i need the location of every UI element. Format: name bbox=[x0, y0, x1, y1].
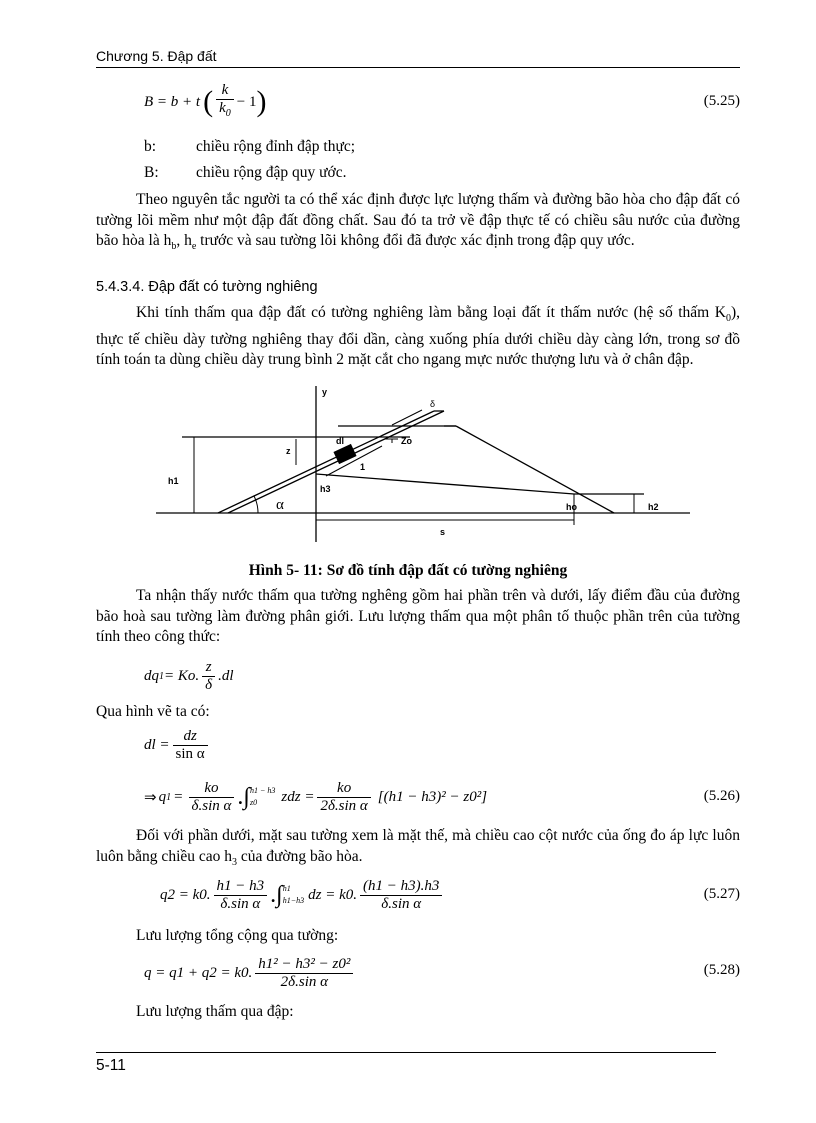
label-zo: Zo bbox=[401, 436, 412, 446]
figure-caption: Hình 5- 11: Sơ đồ tính đập đất có tường nghiêng bbox=[248, 562, 568, 579]
label-alpha: α bbox=[276, 497, 284, 513]
label-h3: h3 bbox=[320, 484, 331, 494]
page-number: 5-11 bbox=[96, 1057, 126, 1074]
label-h2: h2 bbox=[648, 502, 659, 512]
eq-525-tail: − 1 bbox=[236, 93, 257, 110]
eq-525-fraction bbox=[216, 82, 234, 122]
label-h0: ho bbox=[566, 502, 577, 512]
paragraph-7: Lưu lượng thấm qua đập: bbox=[136, 1003, 294, 1020]
label-z: z bbox=[286, 446, 291, 456]
eq-525-num: k bbox=[216, 82, 234, 100]
paragraph-6: Lưu lượng tổng cộng qua tường: bbox=[136, 927, 339, 944]
paragraph-1: Theo nguyên tắc người ta có thể xác định được lực lượng thấm và đường bão hòa cho đập đất có tường lõi mềm như một đập đất đồng chất. Sau đó ta trở về đập thực tế có chiều sâu nước của đường bão hòa là $h_b$, $h_e$ trước và sau tường lõi không đổi đã được xác định trong đập quy ước. bbox=[96, 191, 740, 253]
eq-525-paren-open: ( bbox=[203, 85, 214, 118]
eq-528-number: (5.28) bbox=[703, 962, 740, 978]
paragraph-2: Khi tính thấm qua đập đất có tường nghiêng làm bằng loại đất ít thấm nước (hệ số thấm $K_0$), thực tế chiều dày tường nghiêng thay đổi dần, càng xuống phía dưới chiều dày càng lớn, trong sơ đồ tính toán ta dùng chiều dày trung bình 2 mặt cắt cho ngang mực nước thượng lưu và ở chân đập. bbox=[96, 304, 740, 369]
paragraph-3: Ta nhận thấy nước thấm qua tường nghêng gồm hai phần trên và dưới, lấy điểm đầu của đường bão hoà sau tường làm đường phân giới. Lưu lượng thấm qua một phân tố thuộc phần trên của tường tính theo công thức: bbox=[96, 587, 740, 645]
eq-527-number: (5.27) bbox=[703, 886, 740, 902]
section-heading: 5.4.3.4. Đập đất có tường nghiêng bbox=[96, 279, 318, 295]
label-h1: h1 bbox=[168, 476, 179, 486]
downstream-slope bbox=[456, 426, 614, 513]
label-dl: dl bbox=[336, 436, 344, 446]
delta-line bbox=[392, 410, 422, 425]
phreatic-line bbox=[316, 474, 574, 494]
paragraph-4: Qua hình vẽ ta có: bbox=[96, 703, 210, 720]
equation-5-28: q = q1 + q2 = k0. $\frac{\text{h1² − h3² − z0²}}{\text{2δ.sin α}}$ bbox=[144, 950, 356, 996]
label-y: y bbox=[322, 387, 328, 397]
dam-diagram bbox=[150, 380, 700, 545]
eq-526-number: (5.26) bbox=[703, 788, 740, 804]
def-B-text: chiều rộng đập quy ước. bbox=[196, 164, 347, 181]
equation-dq1: dq 1 = Ko. $\frac{z}{\delta}$ .dl bbox=[144, 658, 234, 693]
equation-dl: dl = $\frac{dz}{\text{sin α}}$ bbox=[144, 724, 211, 766]
footer-rule bbox=[96, 1052, 716, 1053]
label-one: 1 bbox=[360, 462, 366, 472]
def-b-text: chiều rộng đỉnh đập thực; bbox=[196, 138, 356, 155]
eq-525-number: (5.25) bbox=[703, 93, 740, 109]
def-B-symbol: B: bbox=[144, 164, 159, 181]
eq-525-den: $k_0$ bbox=[219, 100, 231, 119]
wall-element-dl bbox=[334, 445, 355, 463]
def-b-symbol: b: bbox=[144, 138, 157, 155]
eq-525-paren-close: ) bbox=[256, 85, 267, 118]
paragraph-5: Đối với phần dưới, mặt sau tường xem là mặt thế, mà chiều cao cột nước của ống đo áp lực luôn luôn bằng chiều cao $h_3$ của đường bão hòa. bbox=[96, 827, 740, 868]
page-header: Chương 5. Đập đất bbox=[96, 48, 217, 64]
eq-525-lhs: B = b + t bbox=[144, 93, 201, 110]
equation-5-26: ⇒ q 1 = $\frac{ko}{\text{δ.sin α}}$ .∫ h1 − h3 z0 zdz = $\frac{ko}{\text{2δ.sin α}}$ [(h1 − h3)² − z0²] bbox=[144, 779, 488, 814]
header-rule bbox=[96, 67, 740, 68]
label-s: s bbox=[440, 527, 446, 537]
label-delta: δ bbox=[430, 399, 436, 409]
equation-5-25 bbox=[144, 80, 266, 124]
equation-5-27: q2 = k0. $\frac{h1 - h3}{\text{δ.sin α}}$ .∫ h1 h1−h3 dz = k0. $\frac{(h1 - h3).h3}{\text{δ.sin α}}$ bbox=[160, 872, 445, 918]
